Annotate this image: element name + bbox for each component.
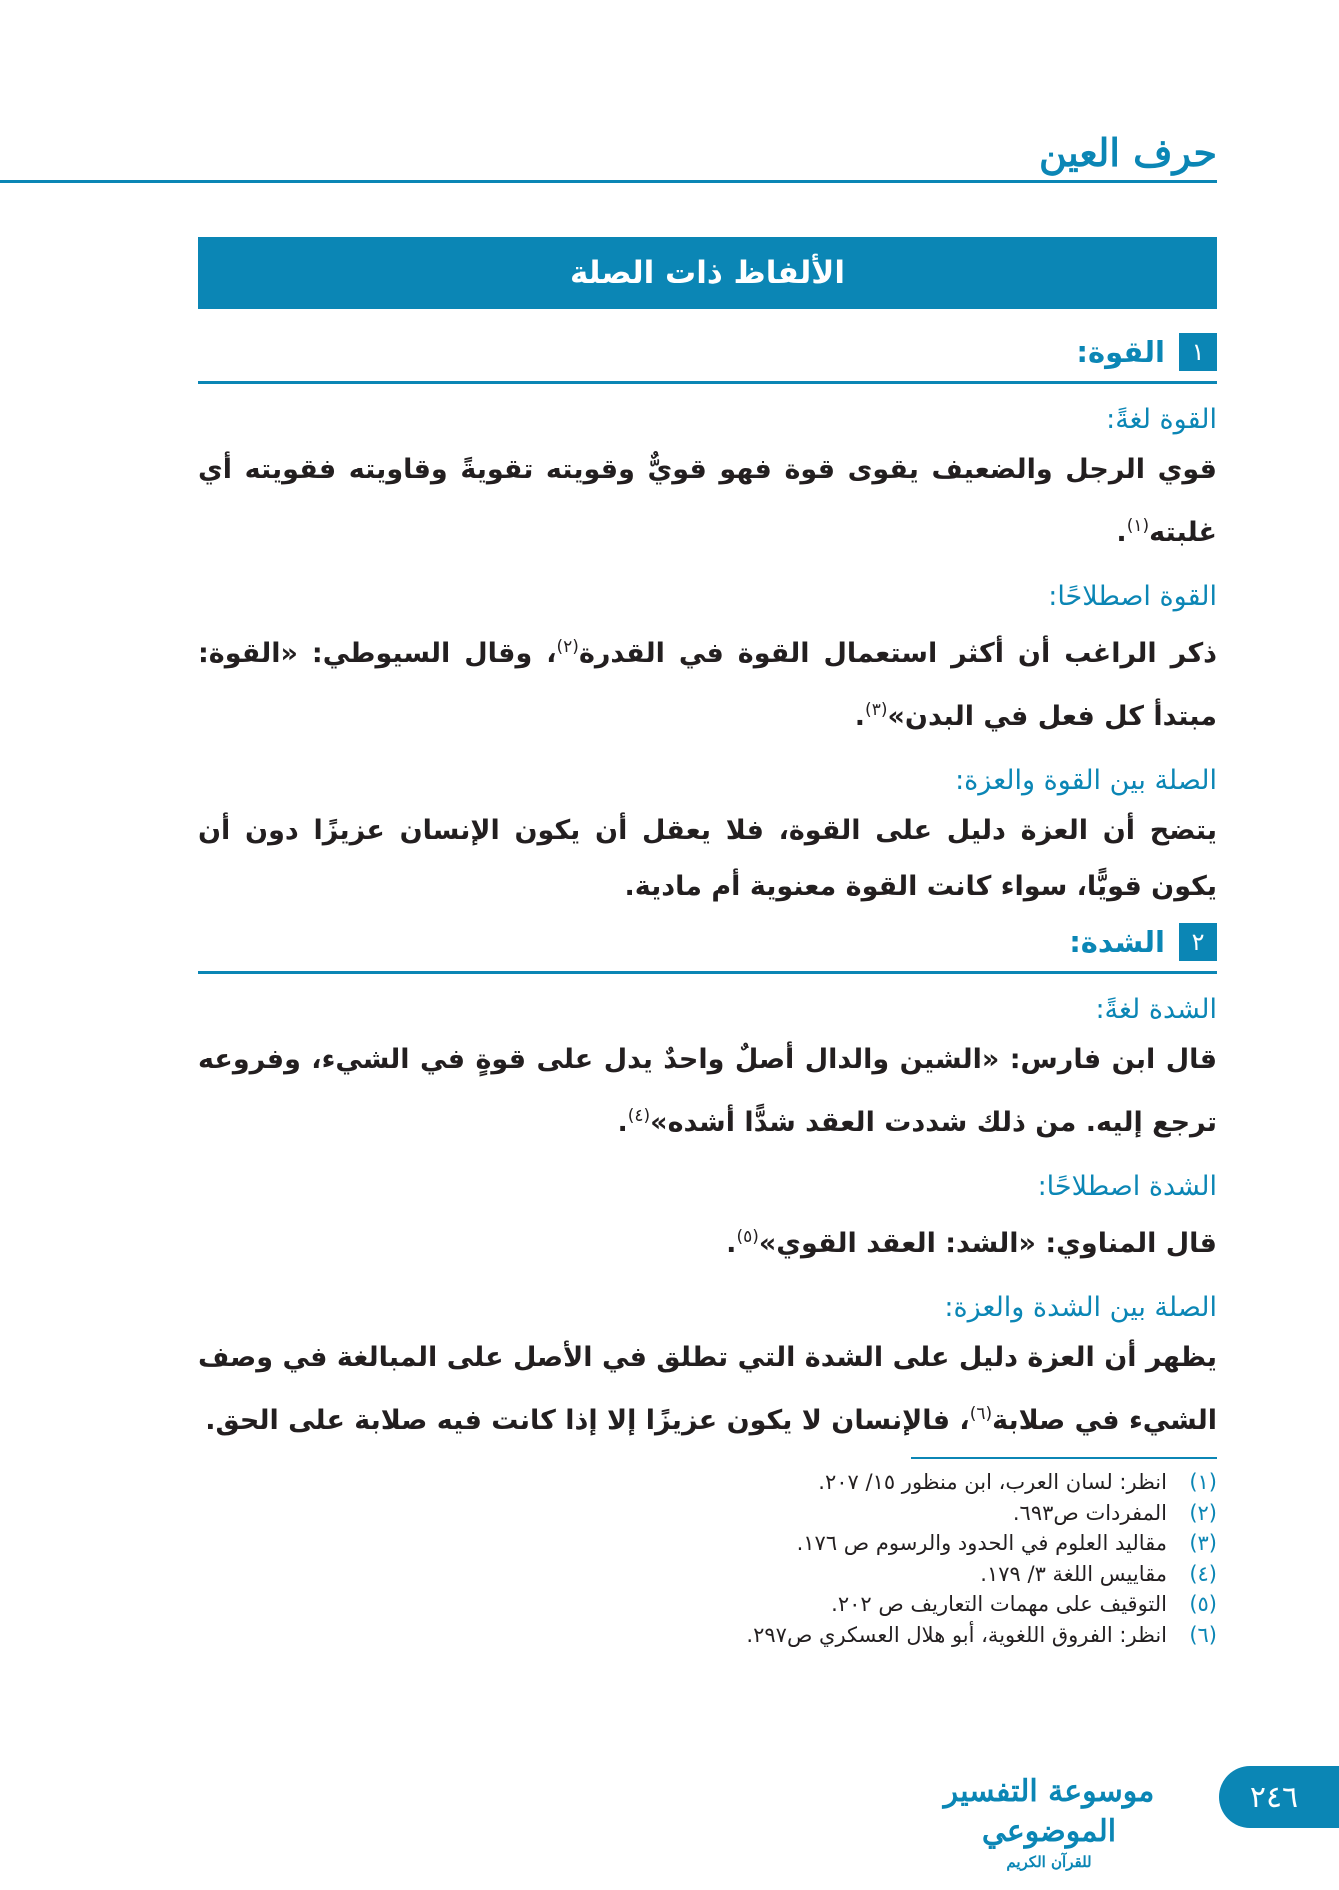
footnote-number: (٤) [1189, 1561, 1217, 1586]
page-number: ٢٤٦ [1249, 1779, 1299, 1815]
paragraph-text: قال ابن فارس: «الشين والدال أصلٌ واحدٌ يدل على قوةٍ في الشيء، وفروعه ترجع إليه. من ذلك شددت العقد شدًّا أشده» [198, 1044, 1217, 1138]
chapter-title: حرف العين [1039, 130, 1217, 175]
section-number: ٢ [1179, 923, 1217, 961]
footnote-text: المفردات ص٦٩٣. [1012, 1500, 1167, 1525]
footnote-text: مقاييس اللغة ٣/ ١٧٩. [980, 1561, 1167, 1586]
logo-text: موسوعة التفسير الموضوعي [943, 1774, 1155, 1849]
section-banner [198, 237, 1217, 309]
subheading: الصلة بين القوة والعزة: [955, 765, 1217, 796]
footnote-text: انظر: لسان العرب، ابن منظور ١٥/ ٢٠٧. [818, 1470, 1167, 1494]
footnote-ref[interactable]: (٢) [556, 637, 579, 657]
footnote-text: انظر: الفروق اللغوية، أبو هلال العسكري ص٢٩٧. [746, 1622, 1167, 1647]
footnote-ref[interactable]: (٥) [736, 1227, 759, 1247]
section-title: الشدة: [1069, 925, 1165, 959]
paragraph [198, 442, 1217, 561]
footnote-text: التوقيف على مهمات التعاريف ص ٢٠٢. [831, 1592, 1167, 1616]
logo-subtext: للقرآن الكريم [1006, 1853, 1092, 1871]
paragraph-end: . [726, 1228, 737, 1259]
paragraph-text: ، وقال السيوطي: «القوة: مبتدأ كل فعل في البدن» [198, 638, 1217, 732]
footnote-rule [911, 1457, 1217, 1459]
paragraph-end: . [617, 1107, 628, 1138]
paragraph [198, 1209, 1217, 1272]
footnotes [217, 1467, 1217, 1650]
banner-title: الألفاظ ذات الصلة [569, 255, 846, 291]
paragraph-text: ذكر الراغب أن أكثر استعمال القوة في القدرة [578, 638, 1217, 669]
paragraph-text: قال المناوي: «الشد: العقد القوي» [758, 1228, 1217, 1259]
subheading: القوة لغةً: [1106, 404, 1217, 435]
paragraph-end: . [854, 701, 866, 732]
subheading: القوة اصطلاحًا: [1048, 581, 1217, 612]
footnote-number: (٢) [1189, 1500, 1217, 1525]
footnote-text: مقاليد العلوم في الحدود والرسوم ص ١٧٦. [796, 1531, 1167, 1555]
footnote-number: (١) [1189, 1470, 1217, 1494]
page-number-pill [1219, 1766, 1339, 1828]
paragraph-text: قوي الرجل والضعيف يقوى قوة فهو قويٌّ وقويته تقويةً وقاويته فقويته أي غلبته [198, 454, 1217, 548]
footnote-number: (٥) [1189, 1592, 1217, 1616]
encyclopedia-logo [914, 1772, 1184, 1871]
footnote-item [217, 1589, 1217, 1620]
page-footer [0, 1762, 1339, 1871]
paragraph-end: . [1116, 517, 1127, 548]
paragraph-text: يتضح أن العزة دليل على القوة، فلا يعقل أن يكون الإنسان عزيزًا دون أن يكون قويًّا، سواء كانت القوة معنوية أم مادية. [198, 815, 1217, 902]
footnote-ref[interactable]: (٤) [627, 1106, 651, 1126]
footnote-ref[interactable]: (٦) [969, 1404, 993, 1424]
paragraph [198, 1330, 1217, 1449]
paragraph [198, 619, 1217, 745]
paragraph-text: يظهر أن العزة دليل على الشدة التي تطلق في الأصل على المبالغة في وصف الشيء في صلابة [198, 1342, 1217, 1436]
subheading: الشدة اصطلاحًا: [1037, 1171, 1217, 1202]
footnote-item [217, 1467, 1217, 1498]
footnote-ref[interactable]: (١) [1126, 516, 1150, 536]
main-content [198, 325, 1217, 1449]
footnote-number: (٦) [1189, 1622, 1217, 1647]
header-rule [0, 180, 1217, 183]
footnote-number: (٣) [1189, 1531, 1217, 1555]
paragraph [198, 803, 1217, 915]
subheading: الصلة بين الشدة والعزة: [944, 1292, 1217, 1323]
section-heading-2 [198, 921, 1217, 974]
footnote-item [217, 1498, 1217, 1529]
section-number: ١ [1179, 333, 1217, 371]
footnote-item [217, 1559, 1217, 1590]
paragraph [198, 1032, 1217, 1151]
subheading: الشدة لغةً: [1095, 994, 1217, 1025]
section-heading-1 [198, 331, 1217, 384]
paragraph-text: ، فالإنسان لا يكون عزيزًا إلا إذا كانت فيه صلابة على الحق. [205, 1405, 970, 1436]
footnote-ref[interactable]: (٣) [865, 700, 888, 720]
section-title: القوة: [1076, 335, 1165, 369]
footnote-item [217, 1528, 1217, 1559]
footnote-item [217, 1620, 1217, 1651]
